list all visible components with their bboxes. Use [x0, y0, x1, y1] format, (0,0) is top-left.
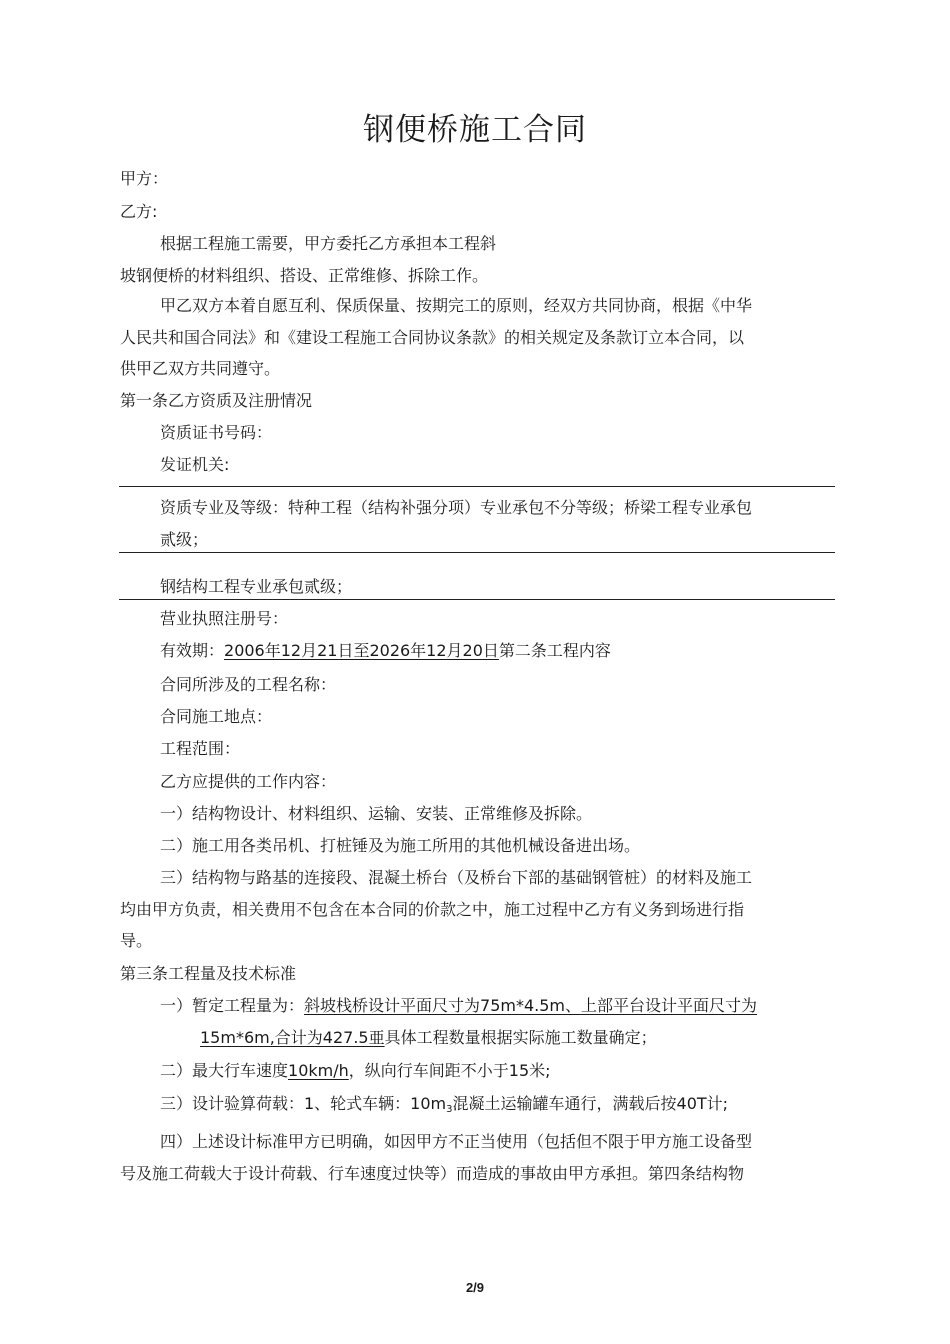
quantity-suffix: 具体工程数量根据实际施工数量确定； — [384, 1028, 657, 1047]
table-rule-top — [119, 486, 835, 487]
quantity-dimensions: 斜坡栈桥设计平面尺寸为75m*4.5m、上部平台设计平面尺寸为 — [304, 996, 757, 1015]
party-a-line: 甲方： — [120, 169, 169, 188]
table-rule-bottom — [119, 599, 835, 600]
validity-dates: 2006年12月21日至2026年12月20日 — [224, 641, 499, 660]
work-item-3-line2: 均由甲方负责，相关费用不包含在本合同的价款之中，施工过程中乙方有义务到场进行指 — [120, 900, 745, 919]
speed-prefix: 二）最大行车速度 — [160, 1061, 289, 1080]
cert-number-line: 资质证书号码： — [160, 423, 273, 442]
intro-para2-line1: 甲乙双方本着自愿互利、保质保量、按期完工的原则，经双方共同协商，根据《中华 — [160, 296, 753, 315]
license-number-line: 营业执照注册号： — [160, 609, 289, 628]
work-content-label: 乙方应提供的工作内容： — [160, 772, 337, 791]
table-rule-middle — [119, 552, 835, 553]
quantity-line2 — [200, 1026, 657, 1050]
speed-value: 10km/h — [288, 1061, 349, 1080]
speed-suffix: ，纵向行车间距不小于15米; — [348, 1061, 551, 1080]
validity-label: 有效期： — [160, 641, 225, 660]
article2-heading: 第二条工程内容 — [498, 641, 611, 660]
project-name-line: 合同所涉及的工程名称： — [160, 675, 337, 694]
work-item-3-line3: 导。 — [120, 931, 153, 950]
speed-line — [160, 1059, 551, 1083]
work-item-2: 二）施工用各类吊机、打桩锤及为施工所用的其他机械设备进出场。 — [160, 836, 641, 855]
location-line: 合同施工地点： — [160, 707, 273, 726]
article1-heading: 第一条乙方资质及注册情况 — [120, 391, 313, 410]
scope-line: 工程范围： — [160, 739, 241, 758]
quantity-prefix: 一）暂定工程量为： — [160, 996, 305, 1015]
intro-para1-line1: 根据工程施工需要，甲方委托乙方承担本工程斜 — [160, 234, 497, 253]
load-prefix: 三）设计验算荷载：1、轮式车辆：10m — [160, 1094, 447, 1113]
article3-heading: 第三条工程量及技术标准 — [120, 964, 297, 983]
document-title: 钢便桥施工合同 — [363, 112, 587, 148]
issuer-line: 发证机关: — [160, 455, 230, 474]
qualification-line3: 钢结构工程专业承包贰级； — [160, 577, 353, 596]
intro-para2-line2: 人民共和国合同法》和《建设工程施工合同协议条款》的相关规定及条款订立本合同，以 — [120, 328, 745, 347]
load-line — [160, 1092, 728, 1122]
page-number: 2/9 — [465, 1280, 485, 1295]
quantity-line1 — [160, 994, 757, 1018]
standard-item4-line2: 号及施工荷载大于设计荷载、行车速度过快等）而造成的事故由甲方承担。第四条结构物 — [120, 1164, 745, 1183]
intro-para2-line3: 供甲乙双方共同遵守。 — [120, 359, 281, 378]
qualification-line1: 资质专业及等级：特种工程（结构补强分项）专业承包不分等级；桥梁工程专业承包 — [160, 498, 753, 517]
intro-para1-line2: 坡钢便桥的材料组织、搭设、正常维修、拆除工作。 — [120, 266, 489, 285]
party-b-line: 乙方: — [120, 202, 158, 221]
load-suffix: 混凝土运输罐车通行，满载后按40T计; — [452, 1094, 729, 1113]
validity-line — [160, 639, 611, 663]
work-item-1: 一）结构物设计、材料组织、运输、安装、正常维修及拆除。 — [160, 804, 593, 823]
load-subscript: 3 — [446, 1104, 453, 1115]
qualification-line2: 贰级； — [160, 530, 209, 549]
work-item-3-line1: 三）结构物与路基的连接段、混凝土桥台（及桥台下部的基础钢管桩）的材料及施工 — [160, 868, 753, 887]
standard-item4-line1: 四）上述设计标准甲方已明确，如因甲方不正当使用（包括但不限于甲方施工设备型 — [160, 1132, 753, 1151]
quantity-total: 15m*6m,合计为427.5亜 — [200, 1028, 385, 1047]
